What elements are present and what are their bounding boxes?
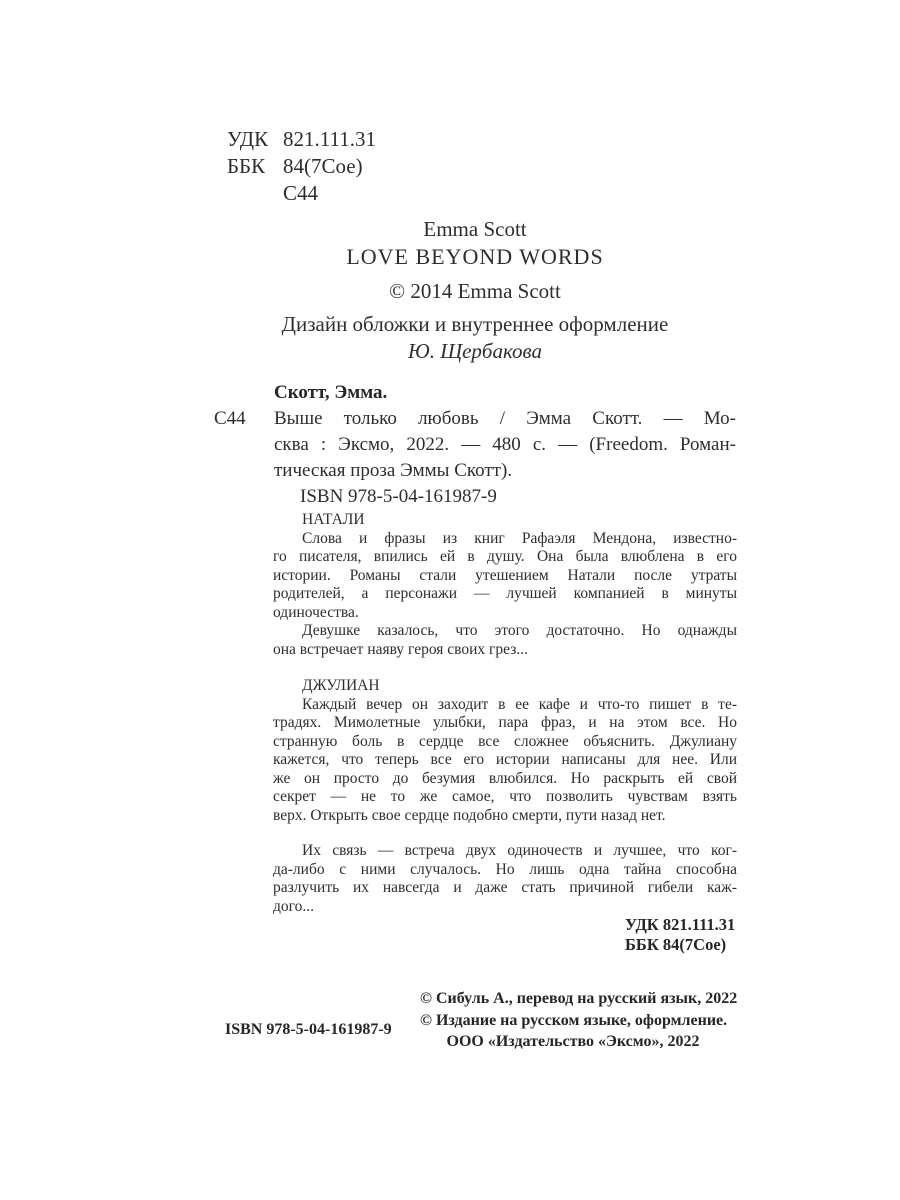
annotation-heading-julian: ДЖУЛИАН bbox=[302, 677, 380, 694]
annotation-paragraph-1 bbox=[273, 530, 737, 623]
text-line: тическая проза Эммы Скотт). bbox=[274, 460, 513, 481]
text-line: дого... bbox=[273, 897, 314, 915]
annotation-paragraph-4 bbox=[273, 842, 737, 916]
text-line: традях. Мимолетные улыбки, пара фраз, и на этом все. Но bbox=[273, 714, 737, 731]
designer-name: Ю. Щербакова bbox=[408, 339, 542, 363]
catalog-entry-text bbox=[274, 406, 736, 484]
bbk-value: 84(7Сое) bbox=[283, 154, 363, 178]
udk-value: 821.111.31 bbox=[283, 127, 376, 151]
annotation-paragraph-2 bbox=[273, 622, 737, 659]
copyright-notice: © 2014 Emma Scott bbox=[389, 279, 561, 303]
text-line: Каждый вечер он заходит в ее кафе и что-то пишет в те- bbox=[302, 695, 737, 713]
author-sign-row bbox=[227, 180, 376, 207]
title-block bbox=[215, 216, 735, 365]
text-line: странную боль в сердце все сложнее объяснить. Джулиану bbox=[273, 732, 737, 750]
text-line: го писателя, впились ей в душу. Она была влюблена в его bbox=[273, 548, 737, 565]
text-line: © Издание на русском языке, оформление. bbox=[420, 1011, 728, 1029]
catalog-author-heading: Скотт, Эмма. bbox=[274, 382, 388, 403]
annotation-paragraph-3 bbox=[273, 696, 737, 826]
footer-isbn: ISBN 978-5-04-161987-9 bbox=[225, 1021, 392, 1038]
text-line: Слова и фразы из книг Рафаэля Мендона, известно- bbox=[302, 529, 737, 547]
text-line: кажется, что теперь все его истории написаны для нее. Или bbox=[273, 751, 737, 768]
text-line: истории. Романы стали утешением Натали после утраты bbox=[273, 566, 737, 584]
footer-credit-lines bbox=[420, 988, 738, 1053]
bottom-classification-codes bbox=[625, 915, 735, 955]
udk-row bbox=[227, 126, 376, 153]
original-title: LOVE BEYOND WORDS bbox=[346, 244, 604, 269]
catalog-card bbox=[214, 380, 738, 510]
text-line: Девушке казалось, что этого достаточно. Но однажды bbox=[302, 622, 737, 639]
text-line: родителей, а персонажи — лучшей компанией в минуты bbox=[273, 585, 737, 602]
bottom-udk: УДК 821.111.31 bbox=[625, 915, 736, 934]
udk-label: УДК bbox=[227, 127, 269, 151]
catalog-entry bbox=[214, 406, 738, 484]
annotation-heading-natali: НАТАЛИ bbox=[302, 511, 365, 528]
bbk-row bbox=[227, 153, 376, 180]
bottom-bbk: ББК 84(7Сое) bbox=[625, 935, 727, 954]
text-line: ООО «Издательство «Эксмо», 2022 bbox=[446, 1033, 700, 1050]
text-line: же он просто до безумия влюбился. Но раскрыть ей свой bbox=[273, 769, 737, 787]
text-line: секрет — не то же самое, что позволить чувствам взять bbox=[273, 788, 737, 805]
text-line: разлучить их навсегда и даже стать причиной гибели каж- bbox=[273, 879, 737, 896]
text-line: Выше только любовь / Эмма Скотт. — Мо- bbox=[274, 408, 736, 429]
classification-block bbox=[227, 126, 376, 207]
isbn-line: ISBN 978-5-04-161987-9 bbox=[300, 486, 497, 507]
text-line: сква : Эксмо, 2022. — 480 с. — (Freedom. Роман- bbox=[274, 434, 736, 455]
text-line: Их связь — встреча двух одиночеств и лучшее, что ког- bbox=[302, 842, 737, 859]
design-credit-line: Дизайн обложки и внутреннее оформление bbox=[281, 312, 669, 336]
text-line: верх. Открыть свое сердце подобно смерти, пути назад нет. bbox=[273, 806, 666, 824]
text-line: © Сибуль А., перевод на русский язык, 2022 bbox=[420, 990, 738, 1007]
text-line: да-либо с ними случалось. Но лишь одна тайна способна bbox=[273, 860, 737, 878]
text-line: одиночества. bbox=[273, 603, 359, 621]
bbk-label: ББК bbox=[227, 154, 266, 178]
text-line: она встречает наяву героя своих грез... bbox=[273, 640, 528, 658]
catalog-margin-code: С44 bbox=[214, 408, 246, 429]
annotation-block bbox=[273, 511, 737, 916]
author-name: Emma Scott bbox=[423, 217, 527, 241]
author-sign: С44 bbox=[283, 181, 319, 205]
